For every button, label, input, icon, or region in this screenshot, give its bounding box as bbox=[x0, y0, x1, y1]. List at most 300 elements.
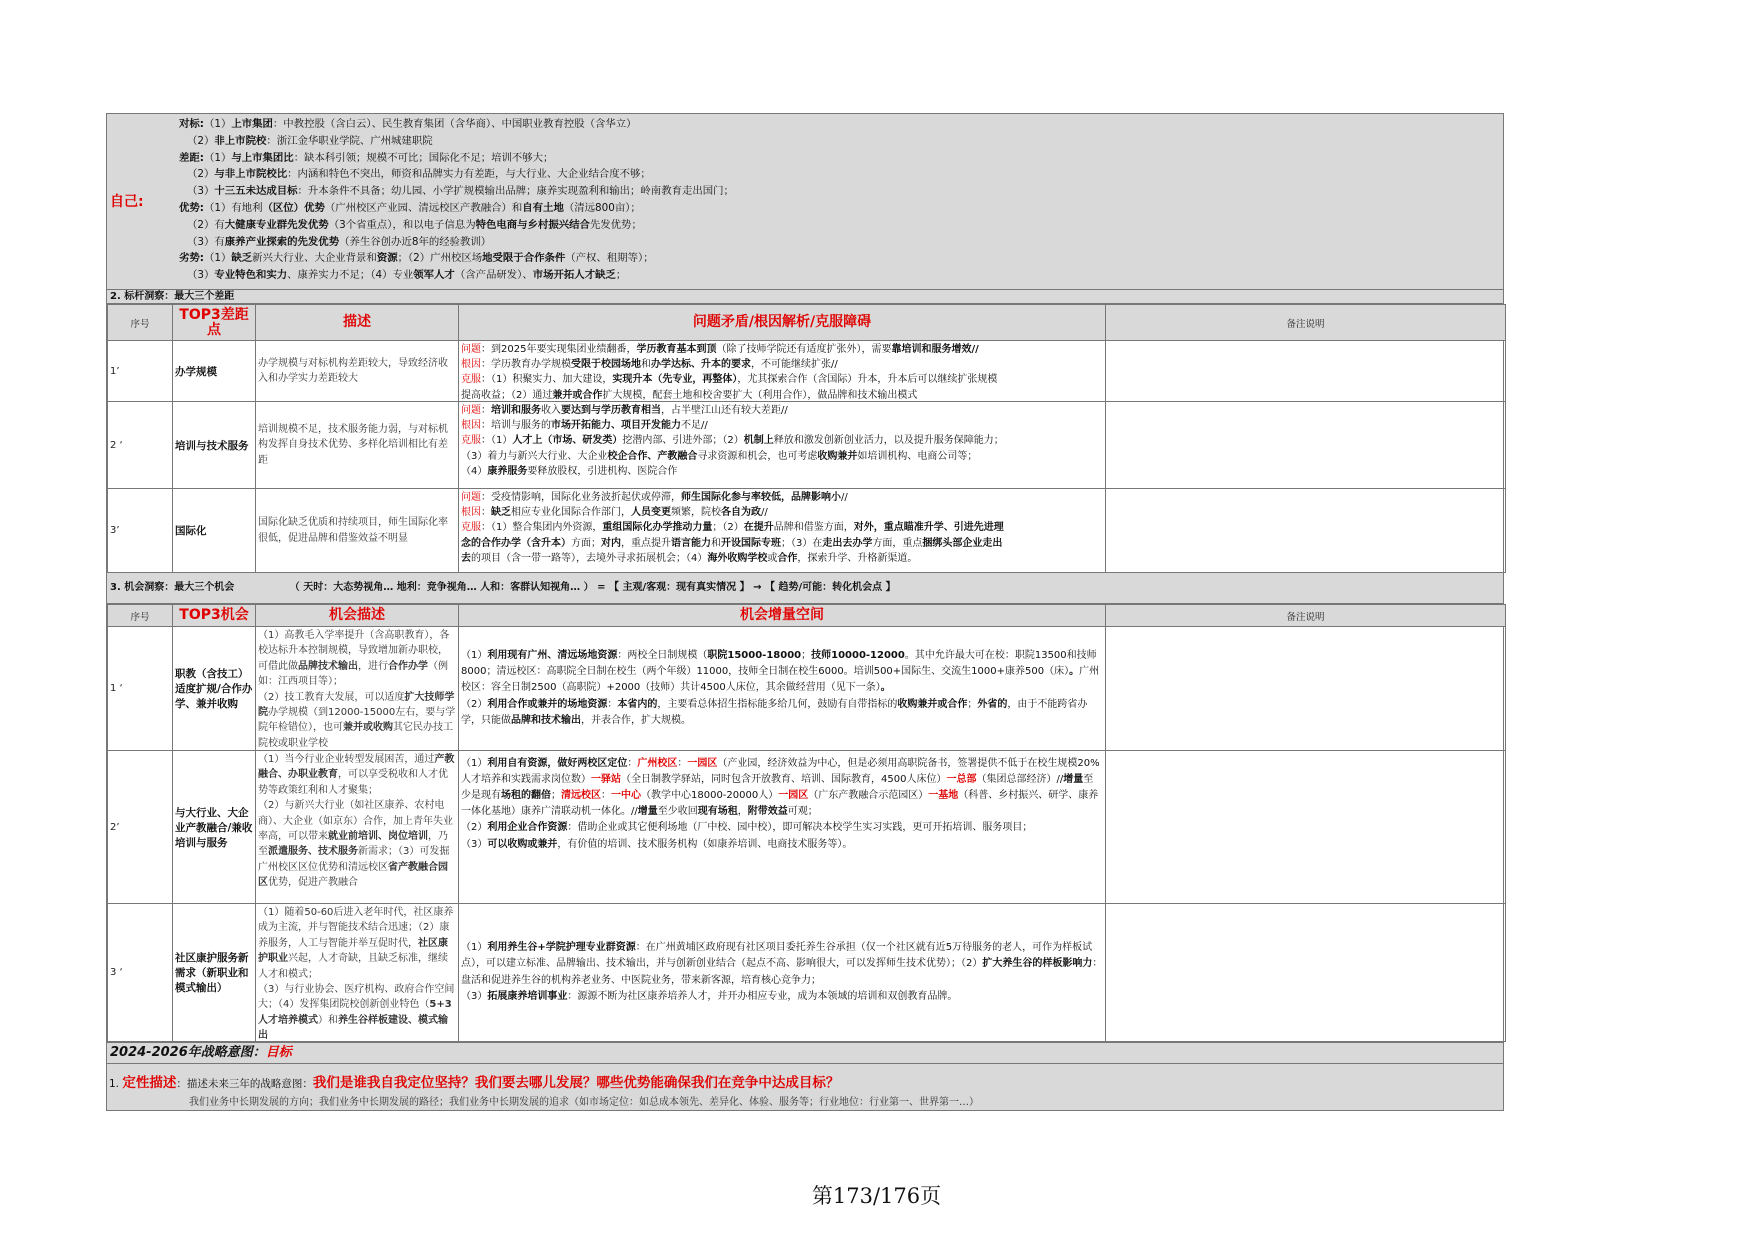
text-segment: 开设国际专班 bbox=[721, 537, 781, 549]
row-no: 2 ‘ bbox=[108, 402, 173, 489]
text-segment: 去 bbox=[461, 553, 471, 565]
gap-note bbox=[1106, 402, 1506, 489]
text-segment: （4） bbox=[461, 466, 488, 478]
strategy-goal-label: 目标 bbox=[265, 1045, 292, 1060]
text-segment: 不足// bbox=[681, 419, 708, 431]
text-segment: 5+3人才培养模式 bbox=[258, 999, 452, 1026]
text-segment: （2）技工教育大发展，可以适度 bbox=[258, 691, 405, 703]
text-segment: 缺乏 bbox=[231, 252, 253, 265]
text-segment: 外省的 bbox=[977, 698, 1008, 710]
text-segment: （1）高教毛入学率提升（含高职教育），各校达标升本控制规模，导致增加新办职校，可借此做 bbox=[258, 630, 450, 672]
text-segment: （广州校区产业园、清远校区产教融合）和 bbox=[324, 201, 523, 214]
text-segment: 差距: bbox=[179, 151, 204, 164]
opportunity-desc bbox=[256, 751, 459, 904]
self-line bbox=[179, 183, 1497, 200]
gap-issue bbox=[459, 489, 1106, 573]
text-line bbox=[258, 905, 456, 982]
text-line bbox=[461, 697, 1103, 729]
text-segment: ：（1）整合集团内外资源， bbox=[481, 522, 603, 534]
text-segment: 康养产业探索的先发优势 bbox=[224, 235, 340, 248]
qualitative-lead: ：描述未来三年的战略意图： bbox=[176, 1078, 313, 1090]
text-segment: 一园区 bbox=[778, 789, 809, 801]
text-segment: 重组国际化办学推动力量 bbox=[602, 522, 713, 534]
text-segment: 校企合作、产教融合 bbox=[607, 450, 698, 462]
text-segment: 收购兼并或合作 bbox=[897, 698, 968, 710]
text-segment: ）和 bbox=[318, 1014, 338, 1026]
text-segment: ：两校全日制规模（ bbox=[617, 649, 708, 661]
text-segment: （1） bbox=[461, 757, 488, 769]
text-segment: 现有场租 bbox=[697, 806, 738, 818]
text-line bbox=[461, 940, 1103, 989]
text-segment: 增量 bbox=[637, 806, 658, 818]
text-segment: （例如：江西项目等）； bbox=[258, 660, 448, 688]
gap-note bbox=[1106, 489, 1506, 573]
benchmark-table bbox=[107, 304, 1506, 573]
text-segment: 相应专业化国际合作部门， bbox=[511, 506, 631, 518]
self-line bbox=[179, 133, 1497, 150]
text-segment: （1）随着50-60后进入老年时代，社区康养成为主流，并与智能技术结合迅速；（2）康养服务，人工与智能并举互促时代， bbox=[258, 907, 454, 949]
text-segment: （2） bbox=[187, 134, 215, 147]
text-segment: 利用合作或兼并的场地资源 bbox=[487, 698, 608, 710]
gap-issue bbox=[459, 402, 1106, 489]
text-segment: ，重点提升 bbox=[621, 537, 671, 549]
text-segment: ：源源不断为社区康养培养人才，并开办相应专业，成为本领域的培训和双创教育品牌。 bbox=[567, 990, 958, 1002]
text-segment: 根因 bbox=[461, 506, 481, 518]
text-segment: ：培训与服务的 bbox=[481, 419, 551, 431]
text-segment: ： bbox=[601, 789, 611, 801]
text-segment: 一总部 bbox=[946, 773, 977, 785]
text-segment: （区位）优势 bbox=[262, 201, 325, 214]
text-segment: 师生国际化参与率较低，品牌影响小 bbox=[681, 491, 841, 503]
qualitative-num: 1. bbox=[109, 1078, 123, 1090]
self-analysis-lines bbox=[179, 116, 1497, 284]
text-segment: 劣势: bbox=[179, 252, 204, 265]
text-segment: （1） bbox=[203, 118, 232, 130]
text-segment: 要释放股权，引进机构、医院合作 bbox=[527, 466, 678, 478]
text-segment: 和 bbox=[711, 537, 721, 549]
header-no: 序号 bbox=[108, 305, 173, 341]
text-segment: 利用现有广州、清远场地资源 bbox=[487, 649, 618, 661]
text-segment: （1）当今行业企业转型发展困苦，通过 bbox=[258, 754, 435, 765]
opportunity-title-text: 3. 机会洞察：最大三个机会 bbox=[110, 582, 235, 593]
opportunity-space-text bbox=[461, 648, 1103, 729]
text-segment: 在提升 bbox=[743, 522, 774, 534]
text-segment: ，进行 bbox=[358, 660, 388, 672]
qualitative-line bbox=[109, 1071, 839, 1091]
text-segment: 一基地 bbox=[928, 789, 959, 801]
text-segment: 广州校区：容全日制2500（高职院）+2000（技师）共计4500人床位，其余做经营用（见下一条） bbox=[461, 666, 1100, 694]
text-segment: 。其中允许最大可在校：职院13500和技师8000；清远校区：高职院全日制在校生（两个年级）11000，技师全日制在校生6000。培训500+国际生、交流生1000+康养500（床） bbox=[461, 649, 1097, 678]
text-segment: 扩大养生谷的样板影响力 bbox=[982, 958, 1093, 970]
text-segment: 地受限于合作条件 bbox=[482, 252, 566, 265]
text-segment: 海外收购学校 bbox=[707, 553, 768, 565]
text-segment: 克服 bbox=[461, 522, 481, 534]
text-segment: ； bbox=[551, 789, 561, 801]
header-description: 描述 bbox=[256, 305, 459, 341]
text-line bbox=[461, 357, 1103, 372]
self-line bbox=[179, 150, 1497, 167]
opportunity-desc-text bbox=[258, 752, 456, 902]
text-segment: （2） bbox=[461, 822, 488, 834]
text-segment: 如培训机构、电商公司等； bbox=[857, 450, 978, 462]
header-issue: 问题矛盾/根因解析/克服障碍 bbox=[459, 305, 1106, 341]
text-segment: 十三五未达成目标 bbox=[214, 185, 298, 198]
text-segment: ； bbox=[801, 649, 812, 661]
text-segment: ：学历教育办学规模 bbox=[481, 358, 571, 370]
text-segment: 新需求；（3）可发掘广州校区区位优势和清远校区 bbox=[258, 846, 450, 873]
text-segment: （3）有 bbox=[187, 235, 225, 248]
text-segment: 念的合作办学（含升本） bbox=[461, 537, 571, 549]
opportunity-space bbox=[459, 904, 1106, 1042]
header-no: 序号 bbox=[108, 605, 173, 627]
opportunity-name: 与大行业、大企业产教融合/兼收培训与服务 bbox=[173, 751, 256, 904]
text-segment: 合作 bbox=[777, 553, 798, 565]
text-segment: 增量 bbox=[1063, 773, 1084, 785]
text-segment: 可观； bbox=[787, 806, 818, 818]
text-segment: （除了技师学院还有适度扩张外），需要 bbox=[716, 343, 892, 355]
opportunity-table bbox=[107, 604, 1506, 1042]
text-segment: 受限于校园场地 bbox=[571, 358, 641, 370]
text-segment: （1） bbox=[203, 252, 232, 265]
text-segment: ：在广州黄埔区政府现有社区项目委托养生谷承担（仅一个社区就有近5万待服务的老人，可作为样板试点），可以建立标准、品牌输出、技术输出，并与创新创业结合（起点不高、影响很大，可以发挥师生技术优势）；（2） bbox=[461, 942, 1093, 970]
text-segment: 实现升本（先专业，再整体） bbox=[612, 374, 738, 386]
text-line bbox=[461, 551, 1103, 566]
text-segment: （2） bbox=[187, 168, 215, 181]
text-segment: 上市集团 bbox=[231, 118, 273, 130]
text-segment: 至少是现有 bbox=[461, 773, 1094, 801]
text-segment: 释放和激发创新创业活力，以及提升服务保障能力； bbox=[773, 435, 1004, 447]
text-segment: 一驿站 bbox=[591, 773, 621, 785]
gap-issue-text bbox=[461, 490, 1103, 572]
opportunity-desc-text bbox=[258, 628, 456, 749]
header-note: 备注说明 bbox=[1106, 305, 1506, 341]
text-segment: 其它民办技工院校或职业学校 bbox=[258, 722, 453, 749]
opportunity-desc bbox=[256, 627, 459, 751]
text-segment: 优势，促进产教融合 bbox=[268, 877, 358, 889]
text-segment: （1） bbox=[461, 942, 488, 954]
table-row bbox=[108, 627, 1506, 751]
row-no: 1 ‘ bbox=[108, 627, 173, 751]
text-segment: 合作办学 bbox=[388, 660, 428, 672]
text-line bbox=[461, 520, 1103, 535]
text-segment: （3） bbox=[187, 185, 215, 198]
opportunity-space bbox=[459, 751, 1106, 904]
text-segment: ： bbox=[627, 757, 638, 769]
text-line bbox=[258, 752, 456, 798]
text-segment: 捆绑头部企业走出 bbox=[922, 537, 1003, 549]
opportunity-desc bbox=[256, 904, 459, 1042]
text-segment: （1）有地利 bbox=[203, 201, 263, 214]
row-no: 3 ‘ bbox=[108, 904, 173, 1042]
text-segment: 与非上市院校比 bbox=[214, 168, 288, 181]
text-segment: ：升本条件不具备；幼儿园、小学扩规模输出品牌；康养实现盈利和输出；岭南教育走出国门； bbox=[297, 185, 734, 198]
text-segment: ，不可能继续扩张// bbox=[751, 358, 838, 370]
text-segment: 扩大技师学院 bbox=[258, 691, 455, 719]
text-segment: 人才上（市场、研发类） bbox=[512, 435, 623, 447]
text-segment: （3） bbox=[461, 990, 488, 1002]
opportunity-space-text bbox=[461, 752, 1103, 903]
text-segment: ：中教控股（含白云）、民生教育集团（含华商）、中国职业教育控股（含华立） bbox=[272, 118, 637, 130]
text-segment: 办学规模（到12000-15000左右，要与学院年检错位），也可 bbox=[258, 707, 456, 734]
text-segment: ：内涵和特色不突出，师资和品牌实力有差距，与大行业、大企业结合度不够； bbox=[287, 168, 651, 181]
gap-name: 办学规模 bbox=[173, 341, 256, 402]
row-no: 1’ bbox=[108, 341, 173, 402]
text-segment: ； bbox=[967, 698, 978, 710]
text-segment: 养生谷样板建设、模式输出 bbox=[258, 1014, 448, 1040]
text-segment: （产权、租期等）； bbox=[565, 252, 654, 265]
opportunity-note bbox=[1106, 627, 1506, 751]
text-segment: 挖潜内部、引进外部；（2） bbox=[622, 435, 744, 447]
text-segment: ，有价值的培训、技术服务机构（如康养培训、电商技术服务等）。 bbox=[557, 838, 853, 850]
text-segment: 可以收购或兼并 bbox=[487, 838, 558, 850]
text-segment: 社区康护职业 bbox=[258, 937, 448, 965]
opportunity-header-row bbox=[108, 605, 1506, 627]
text-segment: 利用自有资源，做好两校区定位 bbox=[487, 757, 628, 769]
header-top3-gap: TOP3差距点 bbox=[173, 305, 256, 341]
table-row bbox=[108, 341, 1506, 402]
strategy-sheet bbox=[106, 113, 1504, 1111]
qualitative-label: 定性描述 bbox=[122, 1075, 177, 1091]
text-segment: 兴起，人才奇缺，且缺乏标准，继续人才和模式； bbox=[258, 953, 448, 980]
text-segment: ：（1） bbox=[481, 435, 513, 447]
text-segment: ； bbox=[615, 269, 627, 282]
text-line bbox=[461, 536, 1103, 551]
text-segment: 培训和服务 bbox=[491, 404, 541, 416]
text-segment: 提高收益；（2）通过 bbox=[461, 389, 553, 401]
text-line bbox=[461, 342, 1103, 357]
text-segment: （集团总部经济）// bbox=[976, 773, 1064, 785]
text-segment: ： bbox=[481, 404, 491, 416]
text-segment: 方面，重点 bbox=[872, 537, 923, 549]
text-line bbox=[461, 837, 1103, 853]
table-row bbox=[108, 402, 1506, 489]
text-segment: 、康养实力不足；（4）专业 bbox=[287, 269, 414, 282]
text-segment: ：盘活和促进养生谷的机构养老业务、中医院业务，带来新客源，培育核心竞争力； bbox=[461, 958, 1103, 986]
row-no: 2’ bbox=[108, 751, 173, 904]
gap-note bbox=[1106, 341, 1506, 402]
text-segment: ；（2）广州校区场 bbox=[397, 252, 483, 265]
text-segment: 克服 bbox=[461, 435, 481, 447]
text-segment: 利用养生谷+学院护理专业群资源 bbox=[487, 942, 636, 954]
text-segment: 新兴大行业、大企业背景和 bbox=[252, 252, 377, 265]
text-segment: 靠培训和服务增效// bbox=[891, 343, 979, 355]
qualitative-detail: 我们业务中长期发展的方向；我们业务中长期发展的路径；我们业务中长期发展的追求（如市场定位：如总成本领先、差异化、体验、服务等；行业地位：行业第一、世界第一…） bbox=[189, 1097, 979, 1108]
gap-desc: 办学规模与对标机构差距较大，导致经济收入和办学实力差距较大 bbox=[256, 341, 459, 402]
table-row bbox=[108, 751, 1506, 904]
text-segment: 语言能力 bbox=[671, 537, 711, 549]
header-opportunity-desc: 机会描述 bbox=[256, 605, 459, 627]
text-segment: 和 bbox=[641, 358, 651, 370]
self-line bbox=[179, 234, 1497, 251]
text-segment: ，并表合作，扩大规模。 bbox=[581, 714, 691, 726]
header-note: 备注说明 bbox=[1106, 605, 1506, 627]
text-segment: 兼并或合作 bbox=[552, 389, 603, 401]
self-label: 自己: bbox=[110, 194, 144, 210]
qualitative-question: 我们是谁我自我定位坚持？我们要去哪儿发展？哪些优势能确保我们在竞争中达成目标？ bbox=[312, 1075, 840, 1091]
text-line bbox=[461, 449, 1103, 464]
text-segment: ，占半壁江山还有较大差距// bbox=[661, 404, 788, 416]
text-segment: 频繁，院校 bbox=[671, 506, 721, 518]
text-segment: 问题 bbox=[461, 404, 481, 416]
benchmark-section-title: 2. 标杆洞察：最大三个差距 bbox=[107, 290, 1503, 304]
text-segment: ， bbox=[737, 806, 748, 818]
text-segment: 。 bbox=[1069, 666, 1080, 678]
text-segment: 市场开拓能力、项目开发能力 bbox=[551, 419, 681, 431]
text-line bbox=[258, 982, 456, 1040]
text-segment: 品牌和技术输出 bbox=[511, 714, 581, 726]
text-segment: （养生谷创办近8年的经验教训） bbox=[339, 235, 492, 248]
text-segment: 对标: bbox=[179, 118, 204, 130]
text-segment: ；（3）在 bbox=[781, 537, 823, 549]
self-line bbox=[179, 166, 1497, 183]
text-segment: ，可以享受税收和人才优势等政策红利和人才聚集； bbox=[258, 769, 448, 796]
text-line bbox=[258, 798, 456, 890]
text-line bbox=[461, 505, 1103, 520]
text-segment: 一园区 bbox=[687, 757, 718, 769]
opportunity-note bbox=[1106, 751, 1506, 904]
text-line bbox=[461, 464, 1103, 479]
text-segment: （教学中心18000-20000人） bbox=[641, 789, 779, 801]
strategy-intent-bar bbox=[107, 1042, 1503, 1064]
text-segment: （产业园，经济效益为中心，但是必须用高职院备书，签署提供不低于在校生规模20%人才培养和实践需求岗位数） bbox=[461, 757, 1100, 785]
self-line bbox=[179, 267, 1497, 284]
text-segment: 或 bbox=[767, 553, 778, 565]
text-segment: 职院15000-18000 bbox=[707, 649, 802, 661]
text-segment: 方面； bbox=[571, 537, 601, 549]
text-line bbox=[258, 628, 456, 690]
text-segment: ，尤其探索合作（含国际）升本，升本后可以继续扩张规模 bbox=[737, 374, 998, 386]
gap-desc: 培训规模不足，技术服务能力弱，与对标机构发挥自身技术优势、多样化培训相比有差距 bbox=[256, 402, 459, 489]
text-segment: （全日制教学驿站，同时包含开放教育、培训、国际教育，4500人床位） bbox=[621, 773, 947, 785]
gap-name: 培训与技术服务 bbox=[173, 402, 256, 489]
opportunity-desc-text bbox=[258, 905, 456, 1040]
text-segment: 派遣服务、技术服务 bbox=[268, 846, 358, 858]
text-line bbox=[461, 820, 1103, 836]
text-segment: 克服 bbox=[461, 374, 481, 386]
text-segment: 的项目（含一带一路等），去境外寻求拓展机会；（4） bbox=[471, 553, 708, 565]
text-segment: ；（2） bbox=[712, 522, 744, 534]
text-segment: 与上市集团比 bbox=[231, 151, 294, 164]
text-segment: （2） bbox=[461, 698, 488, 710]
text-line bbox=[461, 388, 1103, 401]
text-segment: 扩大规模，配套土地和校舍要扩大（利用合作），做品牌和技术输出模式 bbox=[602, 389, 918, 401]
text-segment: 广州校区 bbox=[637, 757, 678, 769]
text-segment: （1） bbox=[461, 649, 488, 661]
text-segment: 问题 bbox=[461, 491, 481, 503]
text-segment: 对外，重点瞄准升学、引进先进理 bbox=[853, 522, 1004, 534]
text-segment: 省产教融合园区 bbox=[258, 861, 448, 889]
strategy-title: 2024-2026年战略意图： bbox=[110, 1045, 266, 1060]
text-segment: 收入 bbox=[541, 404, 561, 416]
opportunity-note bbox=[1106, 904, 1506, 1042]
opportunity-name: 社区康护服务新需求（新职业和模式输出） bbox=[173, 904, 256, 1042]
text-segment: ： bbox=[677, 757, 688, 769]
text-segment: 特色电商与乡村振兴结合 bbox=[475, 218, 590, 231]
text-segment: （含产品研发）、 bbox=[454, 269, 533, 282]
text-segment: 根因 bbox=[461, 358, 481, 370]
text-segment: 机制上 bbox=[743, 435, 774, 447]
gap-issue-text bbox=[461, 342, 1103, 401]
text-segment: （3）着力与新兴大行业、大企业 bbox=[461, 450, 608, 462]
text-segment: 大健康专业群先发优势 bbox=[224, 218, 329, 231]
text-segment: ： bbox=[481, 506, 491, 518]
opportunity-formula: （ 天时：大态势视角… 地利：竞争视角… 人和：客群认知视角… ） = 【 主观/客观：现有真实情况 】 → 【 趋势/可能：转化机会点 】 bbox=[289, 582, 896, 593]
text-segment: 技师10000-12000 bbox=[811, 649, 905, 661]
text-segment: 学历教育基本到顶 bbox=[636, 343, 717, 355]
text-segment: 寻求资源和机会，也可考虑 bbox=[697, 450, 818, 462]
text-segment: 市场开拓人才缺乏 bbox=[532, 269, 616, 282]
text-segment: （3） bbox=[187, 269, 215, 282]
page-number: 第173/176页 bbox=[811, 1184, 942, 1208]
header-opportunity-space: 机会增量空间 bbox=[459, 605, 1106, 627]
text-segment: 资源 bbox=[376, 252, 398, 265]
text-segment: 本省内的 bbox=[617, 698, 658, 710]
text-line bbox=[258, 690, 456, 749]
header-top3-opportunity: TOP3机会 bbox=[173, 605, 256, 627]
text-segment: 要达到与学历教育相当 bbox=[561, 404, 661, 416]
text-segment: （2）与新兴大行业（如社区康养、农村电商）、大企业（如京东）合作，加上青年失业率高，可以带来 bbox=[258, 800, 453, 843]
text-segment: 对内 bbox=[601, 537, 621, 549]
text-segment: 品牌和借鉴方面， bbox=[773, 522, 854, 534]
text-segment: （3）与行业协会、医疗机构、政府合作空间大；（4）发挥集团院校创新创业特色（ bbox=[258, 984, 455, 1011]
opportunity-space bbox=[459, 627, 1106, 751]
text-segment: 专业特色和实力 bbox=[214, 269, 288, 282]
text-segment: 品牌技术输出 bbox=[298, 660, 358, 672]
text-segment: （3个省重点），和以电子信息为 bbox=[328, 218, 476, 231]
text-segment: ：浙江金华职业学院、广州城建职院 bbox=[266, 134, 433, 147]
text-segment: （3） bbox=[461, 838, 488, 850]
text-segment: 优势: bbox=[179, 201, 204, 214]
opportunity-space-text bbox=[461, 940, 1103, 1005]
text-line bbox=[461, 989, 1103, 1005]
text-segment: 就业前培训、岗位培训 bbox=[328, 831, 428, 843]
gap-name: 国际化 bbox=[173, 489, 256, 573]
text-segment: ：（1）积聚实力、加大建设， bbox=[481, 374, 613, 386]
self-line bbox=[179, 200, 1497, 217]
text-segment: 至少收回 bbox=[657, 806, 698, 818]
table-row bbox=[108, 904, 1506, 1042]
text-segment: 拓展康养培训事业 bbox=[487, 990, 568, 1002]
self-line bbox=[179, 250, 1497, 267]
text-segment: 兼并或收购 bbox=[343, 722, 393, 734]
text-segment: 走出去办学 bbox=[822, 537, 873, 549]
gap-issue bbox=[459, 341, 1106, 402]
text-segment: 领军人才 bbox=[413, 269, 455, 282]
text-segment: （2）有 bbox=[187, 218, 225, 231]
opportunity-name: 职教（含技工）适度扩规/合作办学、兼并收购 bbox=[173, 627, 256, 751]
text-segment: 办学达标、升本的要求 bbox=[651, 358, 751, 370]
text-line bbox=[461, 648, 1103, 697]
text-line bbox=[461, 756, 1103, 821]
text-segment: 康养服务 bbox=[487, 466, 528, 478]
text-segment: 清远校区 bbox=[561, 789, 601, 801]
text-segment: 非上市院校 bbox=[214, 134, 267, 147]
text-segment: 产教融合、办职业教育 bbox=[258, 754, 455, 781]
text-segment: （清远800亩）； bbox=[563, 201, 641, 214]
text-segment: 附带效益 bbox=[747, 806, 788, 818]
row-no: 3’ bbox=[108, 489, 173, 573]
text-segment: 人员变更 bbox=[631, 506, 671, 518]
self-line bbox=[179, 217, 1497, 234]
text-segment: ，由于不能跨省办学，只能做 bbox=[461, 698, 1088, 726]
text-segment: 利用企业合作资源 bbox=[487, 822, 568, 834]
text-segment: （广东产教融合示范园区） bbox=[808, 789, 929, 801]
text-segment: ：受疫情影响，国际化业务波折起伏或停滞， bbox=[481, 491, 681, 503]
text-line bbox=[461, 418, 1103, 433]
text-line bbox=[461, 403, 1103, 418]
text-segment: 自有土地 bbox=[522, 201, 564, 214]
text-segment: ：缺本科引领；规模不可比；国际化不足；培训不够大； bbox=[293, 151, 554, 164]
